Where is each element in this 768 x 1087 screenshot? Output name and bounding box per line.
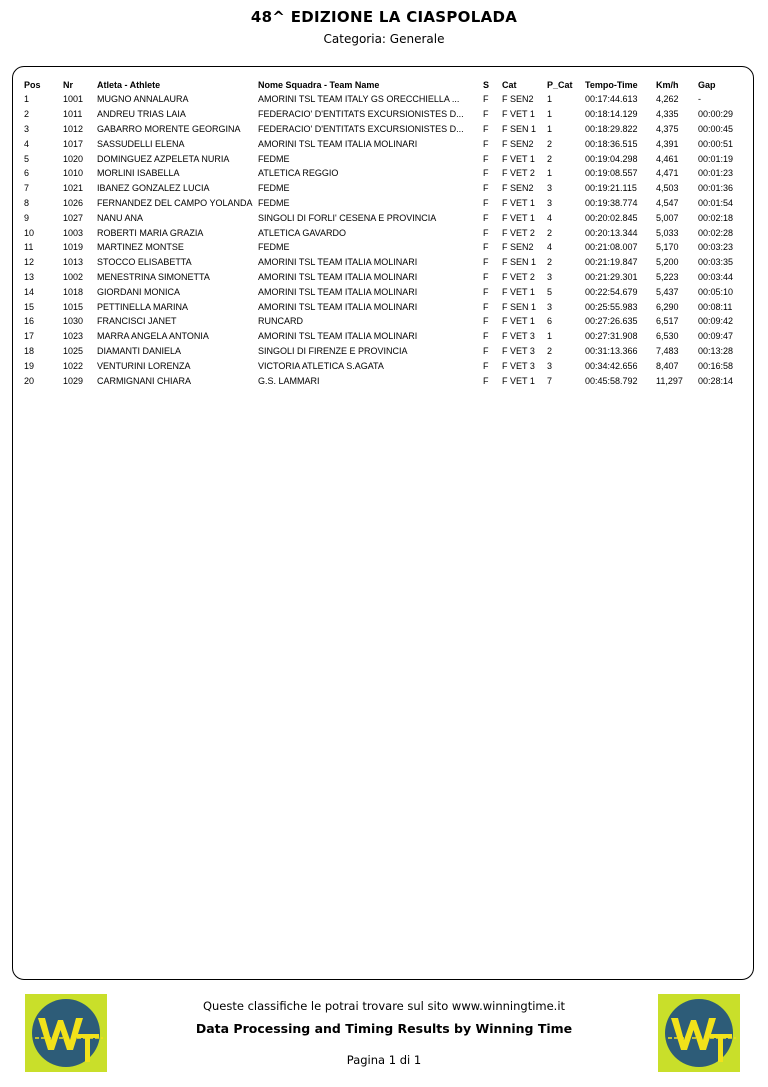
cell-time: 00:22:54.679	[585, 286, 638, 297]
cell-nr: 1013	[63, 257, 84, 268]
cell-pos: 12	[24, 257, 35, 268]
cell-team: AMORINI TSL TEAM ITALIA MOLINARI	[258, 286, 418, 297]
col-header-gap: Gap	[698, 80, 716, 90]
cell-kmh: 4,335	[656, 109, 679, 120]
cell-sex: F	[483, 183, 489, 194]
table-row	[24, 314, 752, 329]
col-header-cat: Cat	[502, 80, 517, 90]
cell-gap: 00:03:35	[698, 257, 734, 268]
cell-team: AMORINI TSL TEAM ITALIA MOLINARI	[258, 331, 418, 342]
cell-pcat: 3	[547, 183, 553, 194]
table-row	[24, 255, 752, 270]
col-header-athlete: Atleta - Athlete	[97, 80, 161, 90]
cell-sex: F	[483, 301, 489, 312]
cell-nr: 1022	[63, 360, 84, 371]
cell-nr: 1025	[63, 345, 84, 356]
cell-team: G.S. LAMMARI	[258, 375, 320, 386]
col-header-pcat: P_Cat	[547, 80, 573, 90]
cell-kmh: 6,530	[656, 331, 679, 342]
cell-gap: 00:05:10	[698, 286, 734, 297]
cell-athlete: VENTURINI LORENZA	[97, 360, 191, 371]
cell-kmh: 5,007	[656, 212, 679, 223]
cell-cat: F VET 3	[502, 345, 535, 356]
cell-team: AMORINI TSL TEAM ITALIA MOLINARI	[258, 301, 418, 312]
cell-cat: F VET 2	[502, 271, 535, 282]
cell-pcat: 1	[547, 123, 553, 134]
cell-cat: F VET 1	[502, 212, 535, 223]
cell-time: 00:20:13.344	[585, 227, 638, 238]
cell-pcat: 3	[547, 360, 553, 371]
cell-cat: F VET 2	[502, 227, 535, 238]
cell-sex: F	[483, 123, 489, 134]
cell-nr: 1030	[63, 316, 84, 327]
cell-time: 00:19:21.115	[585, 183, 637, 194]
cell-gap: 00:01:19	[698, 153, 734, 164]
cell-cat: F SEN2	[502, 138, 534, 149]
cell-pos: 15	[24, 301, 35, 312]
cell-gap: 00:09:47	[698, 331, 734, 342]
cell-athlete: ROBERTI MARIA GRAZIA	[97, 227, 204, 238]
cell-sex: F	[483, 331, 489, 342]
cell-nr: 1018	[63, 286, 84, 297]
cell-nr: 1002	[63, 271, 84, 282]
cell-cat: F VET 1	[502, 375, 535, 386]
table-row	[24, 299, 752, 314]
category-subtitle: Categoria: Generale	[323, 32, 445, 46]
cell-gap: 00:01:54	[698, 197, 734, 208]
cell-nr: 1010	[63, 168, 84, 179]
cell-team: FEDME	[258, 242, 290, 253]
cell-cat: F SEN2	[502, 242, 534, 253]
table-row	[24, 344, 752, 359]
table-row	[24, 284, 752, 299]
cell-time: 00:21:19.847	[585, 257, 638, 268]
cell-time: 00:18:36.515	[585, 138, 638, 149]
cell-time: 00:19:08.557	[585, 168, 638, 179]
cell-athlete: MUGNO ANNALAURA	[97, 94, 189, 105]
col-header-nr: Nr	[63, 80, 74, 90]
cell-kmh: 11,297	[656, 375, 683, 386]
table-row	[24, 196, 752, 211]
table-row	[24, 166, 752, 181]
cell-pcat: 1	[547, 109, 553, 120]
cell-team: AMORINI TSL TEAM ITALIA MOLINARI	[258, 257, 418, 268]
cell-gap: 00:28:14	[698, 375, 734, 386]
cell-team: VICTORIA ATLETICA S.AGATA	[258, 360, 384, 371]
cell-cat: F VET 1	[502, 109, 535, 120]
table-header-row	[24, 78, 752, 92]
cell-gap: 00:02:18	[698, 212, 734, 223]
cell-cat: F SEN2	[502, 183, 534, 194]
page-number: Pagina 1 di 1	[346, 1053, 422, 1067]
cell-cat: F SEN 1	[502, 257, 537, 268]
cell-kmh: 4,503	[656, 183, 679, 194]
cell-kmh: 4,471	[656, 168, 679, 179]
cell-kmh: 5,437	[656, 286, 679, 297]
table-row	[24, 136, 752, 151]
cell-time: 00:21:29.301	[585, 271, 638, 282]
cell-kmh: 4,375	[656, 123, 679, 134]
cell-sex: F	[483, 286, 489, 297]
cell-athlete: SASSUDELLI ELENA	[97, 138, 185, 149]
cell-gap: 00:01:23	[698, 168, 734, 179]
cell-nr: 1027	[63, 212, 84, 223]
cell-pos: 7	[24, 183, 30, 194]
cell-pcat: 3	[547, 197, 553, 208]
cell-gap: 00:03:44	[698, 271, 734, 282]
table-row	[24, 240, 752, 255]
cell-pos: 10	[24, 227, 35, 238]
cell-kmh: 7,483	[656, 345, 679, 356]
cell-team: ATLETICA GAVARDO	[258, 227, 347, 238]
cell-cat: F VET 3	[502, 331, 535, 342]
cell-nr: 1015	[63, 301, 84, 312]
cell-pcat: 3	[547, 301, 553, 312]
col-header-team: Nome Squadra - Team Name	[258, 80, 380, 90]
table-row	[24, 270, 752, 285]
cell-kmh: 5,223	[656, 271, 679, 282]
cell-pos: 1	[24, 94, 30, 105]
cell-pos: 19	[24, 360, 35, 371]
cell-team: FEDERACIO' D'ENTITATS EXCURSIONISTES D...	[258, 123, 464, 134]
cell-pos: 6	[24, 168, 30, 179]
table-row	[24, 358, 752, 373]
cell-time: 00:34:42.656	[585, 360, 638, 371]
cell-pos: 17	[24, 331, 35, 342]
cell-pos: 9	[24, 212, 30, 223]
cell-pos: 8	[24, 197, 30, 208]
cell-kmh: 5,200	[656, 257, 679, 268]
cell-cat: F SEN2	[502, 94, 534, 105]
cell-sex: F	[483, 271, 489, 282]
cell-team: AMORINI TSL TEAM ITALY GS ORECCHIELLA ...	[258, 94, 460, 105]
cell-time: 00:31:13.366	[585, 345, 638, 356]
cell-time: 00:18:14.129	[585, 109, 638, 120]
cell-pcat: 5	[547, 286, 553, 297]
cell-gap: -	[698, 94, 701, 105]
cell-pos: 14	[24, 286, 35, 297]
cell-time: 00:27:31.908	[585, 331, 638, 342]
cell-kmh: 4,391	[656, 138, 679, 149]
cell-athlete: IBANEZ GONZALEZ LUCIA	[97, 183, 210, 194]
cell-athlete: DIAMANTI DANIELA	[97, 345, 182, 356]
cell-kmh: 8,407	[656, 360, 679, 371]
cell-pcat: 3	[547, 271, 553, 282]
cell-pcat: 7	[547, 375, 553, 386]
page-title: 48^ EDIZIONE LA CIASPOLADA	[250, 8, 518, 26]
cell-gap: 00:09:42	[698, 316, 734, 327]
cell-sex: F	[483, 168, 489, 179]
cell-cat: F VET 3	[502, 360, 535, 371]
cell-pos: 13	[24, 271, 35, 282]
cell-nr: 1020	[63, 153, 84, 164]
cell-nr: 1021	[63, 183, 84, 194]
cell-team: AMORINI TSL TEAM ITALIA MOLINARI	[258, 271, 418, 282]
cell-gap: 00:16:58	[698, 360, 734, 371]
cell-gap: 00:00:51	[698, 138, 734, 149]
cell-team: SINGOLI DI FORLI' CESENA E PROVINCIA	[258, 212, 437, 223]
cell-pos: 11	[24, 242, 34, 253]
cell-nr: 1012	[63, 123, 84, 134]
table-row	[24, 329, 752, 344]
cell-sex: F	[483, 227, 489, 238]
cell-cat: F VET 1	[502, 197, 535, 208]
cell-sex: F	[483, 197, 489, 208]
cell-nr: 1017	[63, 138, 84, 149]
cell-sex: F	[483, 257, 489, 268]
cell-team: FEDERACIO' D'ENTITATS EXCURSIONISTES D...	[258, 109, 464, 120]
cell-athlete: FRANCISCI JANET	[97, 316, 177, 327]
cell-kmh: 4,262	[656, 94, 679, 105]
cell-gap: 00:02:28	[698, 227, 734, 238]
cell-time: 00:19:04.298	[585, 153, 638, 164]
cell-cat: F VET 1	[502, 316, 535, 327]
cell-kmh: 5,170	[656, 242, 679, 253]
footer-credits: Data Processing and Timing Results by Winning Time	[195, 1021, 573, 1036]
results-table	[24, 78, 752, 388]
cell-kmh: 5,033	[656, 227, 679, 238]
cell-nr: 1001	[63, 94, 84, 105]
cell-gap: 00:08:11	[698, 301, 733, 312]
cell-nr: 1023	[63, 331, 84, 342]
cell-athlete: ANDREU TRIAS LAIA	[97, 109, 186, 120]
table-row	[24, 151, 752, 166]
table-row	[24, 373, 752, 388]
cell-time: 00:17:44.613	[585, 94, 638, 105]
cell-cat: F VET 1	[502, 286, 535, 297]
cell-athlete: FERNANDEZ DEL CAMPO YOLANDA	[97, 197, 253, 208]
cell-athlete: DOMINGUEZ AZPELETA NURIA	[97, 153, 230, 164]
cell-sex: F	[483, 375, 489, 386]
cell-pcat: 1	[547, 168, 553, 179]
cell-pos: 18	[24, 345, 35, 356]
cell-sex: F	[483, 360, 489, 371]
cell-pcat: 2	[547, 257, 553, 268]
col-header-kmh: Km/h	[656, 80, 679, 90]
cell-kmh: 4,547	[656, 197, 679, 208]
cell-gap: 00:13:28	[698, 345, 734, 356]
cell-team: FEDME	[258, 197, 290, 208]
cell-athlete: STOCCO ELISABETTA	[97, 257, 192, 268]
cell-sex: F	[483, 345, 489, 356]
cell-pcat: 2	[547, 227, 553, 238]
cell-athlete: GABARRO MORENTE GEORGINA	[97, 123, 241, 134]
cell-sex: F	[483, 138, 489, 149]
cell-time: 00:45:58.792	[585, 375, 638, 386]
cell-athlete: PETTINELLA MARINA	[97, 301, 189, 312]
cell-time: 00:20:02.845	[585, 212, 638, 223]
cell-gap: 00:03:23	[698, 242, 734, 253]
cell-nr: 1026	[63, 197, 84, 208]
cell-pos: 20	[24, 375, 35, 386]
cell-cat: F SEN 1	[502, 301, 537, 312]
cell-pos: 2	[24, 109, 30, 120]
cell-athlete: CARMIGNANI CHIARA	[97, 375, 192, 386]
cell-pcat: 1	[547, 94, 553, 105]
table-row	[24, 181, 752, 196]
col-header-time: Tempo-Time	[585, 80, 638, 90]
cell-gap: 00:01:36	[698, 183, 734, 194]
cell-pos: 4	[24, 138, 30, 149]
cell-team: FEDME	[258, 153, 290, 164]
cell-pcat: 2	[547, 345, 553, 356]
cell-nr: 1003	[63, 227, 84, 238]
cell-team: RUNCARD	[258, 316, 303, 327]
cell-athlete: MENESTRINA SIMONETTA	[97, 271, 210, 282]
cell-pcat: 2	[547, 138, 553, 149]
footer-website-note: Queste classifiche le potrai trovare sul sito www.winningtime.it	[202, 999, 566, 1013]
cell-pos: 5	[24, 153, 30, 164]
cell-nr: 1029	[63, 375, 84, 386]
cell-team: FEDME	[258, 183, 290, 194]
cell-sex: F	[483, 153, 489, 164]
cell-nr: 1011	[63, 109, 83, 120]
cell-cat: F VET 2	[502, 168, 535, 179]
cell-team: AMORINI TSL TEAM ITALIA MOLINARI	[258, 138, 418, 149]
cell-athlete: MORLINI ISABELLA	[97, 168, 180, 179]
cell-time: 00:21:08.007	[585, 242, 638, 253]
cell-cat: F SEN 1	[502, 123, 537, 134]
cell-athlete: MARRA ANGELA ANTONIA	[97, 331, 209, 342]
cell-kmh: 6,290	[656, 301, 679, 312]
cell-time: 00:19:38.774	[585, 197, 638, 208]
cell-pos: 16	[24, 316, 35, 327]
cell-team: SINGOLI DI FIRENZE E PROVINCIA	[258, 345, 408, 356]
results-body	[24, 92, 752, 388]
cell-athlete: GIORDANI MONICA	[97, 286, 181, 297]
cell-kmh: 4,461	[656, 153, 679, 164]
cell-pcat: 2	[547, 153, 553, 164]
table-row	[24, 225, 752, 240]
cell-pcat: 1	[547, 331, 553, 342]
cell-nr: 1019	[63, 242, 84, 253]
cell-sex: F	[483, 316, 489, 327]
table-row	[24, 210, 752, 225]
cell-cat: F VET 1	[502, 153, 535, 164]
cell-athlete: NANU ANA	[97, 212, 144, 223]
cell-pos: 3	[24, 123, 30, 134]
col-header-sex: S	[483, 80, 490, 90]
table-row	[24, 107, 752, 122]
cell-time: 00:27:26.635	[585, 316, 638, 327]
cell-sex: F	[483, 94, 489, 105]
col-header-pos: Pos	[24, 80, 41, 90]
cell-team: ATLETICA REGGIO	[258, 168, 339, 179]
cell-gap: 00:00:29	[698, 109, 734, 120]
cell-pcat: 6	[547, 316, 553, 327]
table-row	[24, 92, 752, 107]
cell-gap: 00:00:45	[698, 123, 734, 134]
cell-sex: F	[483, 109, 489, 120]
cell-time: 00:25:55.983	[585, 301, 638, 312]
cell-kmh: 6,517	[656, 316, 679, 327]
cell-athlete: MARTINEZ MONTSE	[97, 242, 184, 253]
cell-sex: F	[483, 212, 489, 223]
cell-sex: F	[483, 242, 489, 253]
cell-pcat: 4	[547, 242, 553, 253]
table-row	[24, 122, 752, 137]
cell-time: 00:18:29.822	[585, 123, 638, 134]
cell-pcat: 4	[547, 212, 553, 223]
